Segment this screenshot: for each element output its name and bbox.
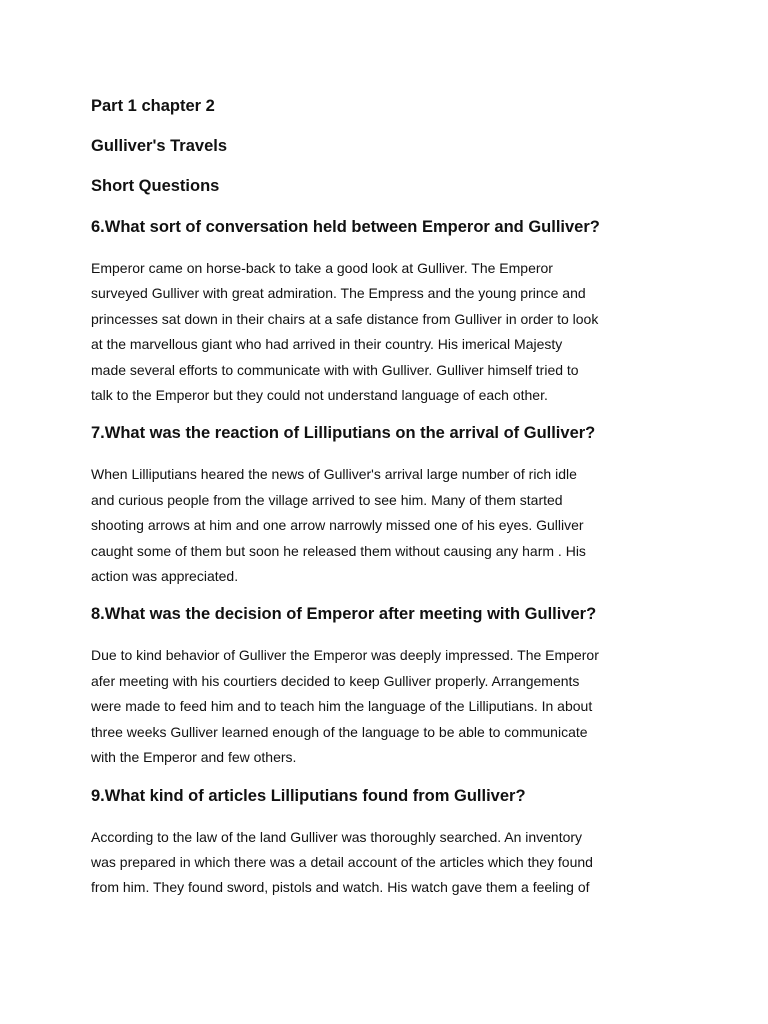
answer-line: surveyed Gulliver with great admiration. The Empress and the young prince and [91,285,586,302]
section-title: Short Questions [91,177,220,195]
answer-line: with the Emperor and few others. [91,749,297,766]
answer-paragraph [91,462,731,589]
answer-line: action was appreciated. [91,568,239,585]
question-heading: 7.What was the reaction of Lilliputians on the arrival of Gulliver? [91,424,596,443]
answer-paragraph [91,825,731,901]
question-section [91,422,731,589]
answer-line: three weeks Gulliver learned enough of the language to be able to communicate [91,723,588,740]
document-page [91,96,731,915]
answer-line: talk to the Emperor but they could not understand language of each other. [91,387,548,404]
chapter-heading: Part 1 chapter 2 [91,97,215,115]
question-section [91,216,731,408]
answer-line: caught some of them but soon he released them without causing any harm . His [91,542,586,559]
answer-line: When Lilliputians heared the news of Gulliver's arrival large number of rich idle [91,466,577,483]
answer-line: from him. They found sword, pistols and watch. His watch gave them a feeling of [91,879,590,896]
answer-line: made several efforts to communicate with with Gulliver. Gulliver himself tried to [91,361,579,378]
question-heading: 6.What sort of conversation held between Emperor and Gulliver? [91,218,600,236]
answer-line: were made to feed him and to teach him the language of the Lilliputians. In about [91,698,593,715]
answer-line: afer meeting with his courtiers decided to keep Gulliver properly. Arrangements [91,672,580,689]
answer-paragraph [91,643,731,770]
answer-line: and curious people from the village arrived to see him. Many of them started [91,491,563,508]
answer-line: at the marvellous giant who had arrived in their country. His imerical Majesty [91,336,563,353]
book-title: Gulliver's Travels [91,137,228,155]
question-heading: 8.What was the decision of Emperor after meeting with Gulliver? [91,605,597,624]
answer-line: shooting arrows at him and one arrow narrowly missed one of his eyes. Gulliver [91,517,584,534]
answer-line: According to the law of the land Gulliver was thoroughly searched. An inventory [91,828,583,845]
answer-line: Due to kind behavior of Gulliver the Emperor was deeply impressed. The Emperor [91,647,599,664]
question-section [91,603,731,770]
question-section [91,785,731,901]
answer-line: Emperor came on horse-back to take a good look at Gulliver. The Emperor [91,260,553,276]
question-heading: 9.What kind of articles Lilliputians found from Gulliver? [91,786,526,805]
answer-line: was prepared in which there was a detail account of the articles which they found [91,853,593,870]
answer-line: princesses sat down in their chairs at a safe distance from Gulliver in order to look [91,310,599,327]
answer-paragraph [91,256,731,408]
